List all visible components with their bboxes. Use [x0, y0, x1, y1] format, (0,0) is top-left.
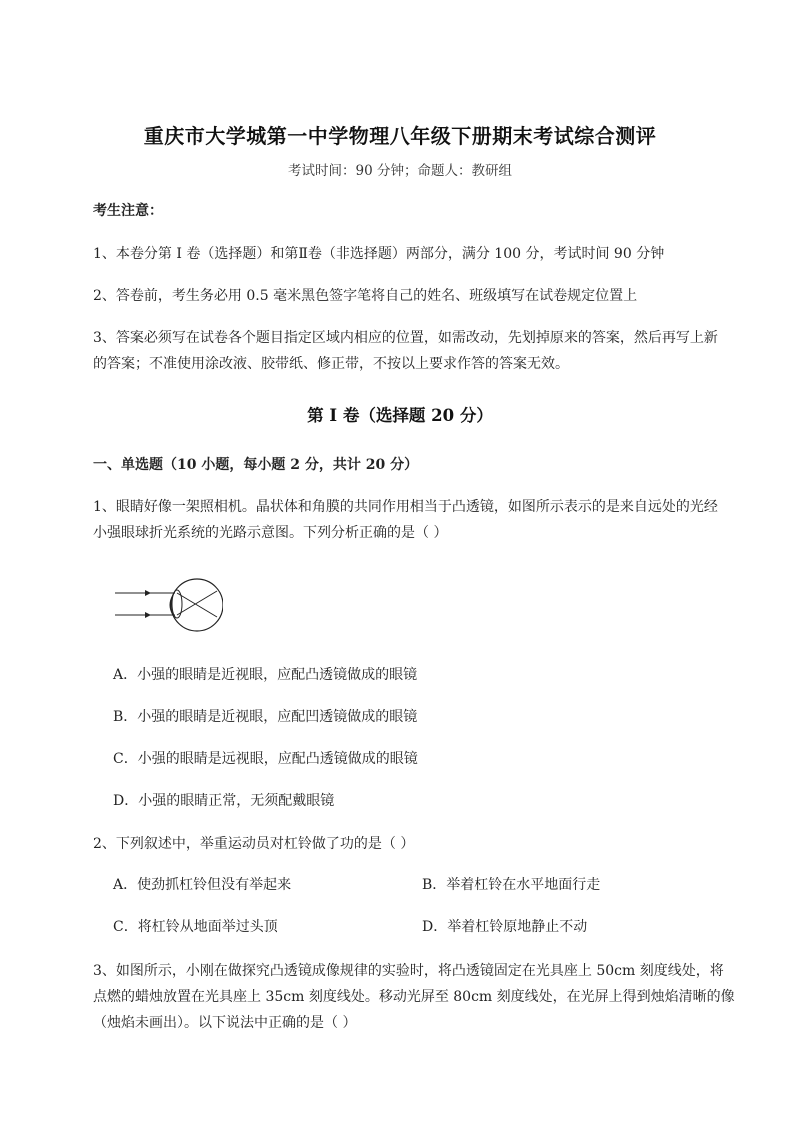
exam-subtitle: 考试时间：90 分钟；命题人：教研组	[288, 163, 512, 179]
crystalline-lens	[172, 590, 182, 618]
arrow-icon	[145, 590, 151, 596]
question-1-line-2: 小强眼球折光系统的光路示意图。下列分析正确的是（ ）	[93, 525, 448, 541]
question-1-option-a[interactable]: A．小强的眼睛是近视眼，应配凸透镜做成的眼镜	[113, 667, 418, 683]
notice-item-3-line-2: 的答案；不准使用涂改液、胶带纸、修正带，不按以上要求作答的答案无效。	[93, 356, 569, 372]
notice-heading: 考生注意：	[93, 203, 163, 219]
question-2-option-d[interactable]: D．举着杠铃原地静止不动	[422, 919, 588, 935]
question-2-option-a[interactable]: A．使劲抓杠铃但没有举起来	[113, 877, 292, 893]
notice-item-1: 1、本卷分第 I 卷（选择题）和第Ⅱ卷（非选择题）两部分，满分 100 分，考试时间 90 分钟	[93, 246, 665, 262]
eye-light-path-diagram	[113, 565, 223, 647]
question-3-line-1: 3、如图所示，小刚在做探究凸透镜成像规律的实验时，将凸透镜固定在光具座上 50cm 刻度线处，将	[93, 963, 724, 979]
question-1-option-d[interactable]: D．小强的眼睛正常，无须配戴眼镜	[113, 793, 335, 809]
question-1-line-1: 1、眼睛好像一架照相机。晶状体和角膜的共同作用相当于凸透镜，如图所示表示的是来自远处的光经	[93, 499, 718, 515]
notice-item-2: 2、答卷前，考生务必用 0.5 毫米黑色签字笔将自己的姓名、班级填写在试卷规定位置上	[93, 288, 638, 304]
question-1-option-b[interactable]: B．小强的眼睛是近视眼，应配凹透镜做成的眼镜	[113, 709, 418, 725]
question-2-option-b[interactable]: B．举着杠铃在水平地面行走	[422, 877, 601, 893]
arrow-icon	[145, 612, 151, 618]
notice-item-3-line-1: 3、答案必须写在试卷各个题目指定区域内相应的位置，如需改动，先划掉原来的答案，然后再写上新	[93, 330, 718, 346]
question-3-line-2: 点燃的蜡烛放置在光具座上 35cm 刻度线处。移动光屏至 80cm 刻度线处，在光屏上得到烛焰清晰的像	[93, 989, 735, 1005]
question-1-option-c[interactable]: C．小强的眼睛是远视眼，应配凸透镜做成的眼镜	[113, 751, 418, 767]
question-2-line-1: 2、下列叙述中，举重运动员对杠铃做了功的是（ ）	[93, 836, 415, 852]
section-heading: 一、单选题（10 小题，每小题 2 分，共计 20 分）	[93, 457, 419, 473]
question-2-option-c[interactable]: C．将杠铃从地面举过头顶	[113, 919, 278, 935]
question-3-line-3: （烛焰未画出）。以下说法中正确的是（ ）	[93, 1015, 357, 1031]
part-1-title: 第 I 卷（选择题 20 分）	[307, 406, 493, 425]
refracted-ray-lower	[177, 591, 217, 615]
exam-title: 重庆市大学城第一中学物理八年级下册期末考试综合测评	[143, 124, 657, 148]
refracted-ray-upper	[177, 593, 217, 617]
